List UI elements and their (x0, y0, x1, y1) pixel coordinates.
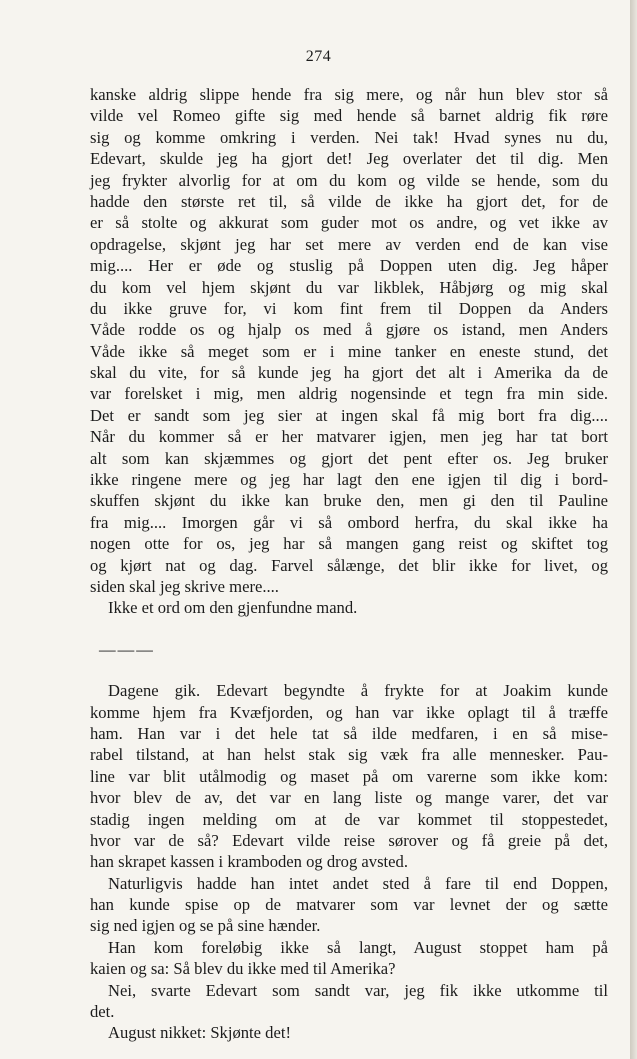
text-line: Våde rodde os og hjalp os med å gjøre os istand, men Anders (90, 320, 608, 340)
text-line: du kom vel hjem skjønt du var likblek, Håbjørg og mig skal (90, 277, 608, 297)
text-line: August nikket: Skjønte det! (108, 1023, 291, 1043)
paragraph-reply (90, 980, 608, 1023)
text-line: hvor var de så? Edevart vilde reise sørover og få greie på det, (90, 830, 608, 850)
text-line: siden skal jeg skrive mere.... (90, 576, 279, 596)
text-line: skal du vite, for så kunde jeg ha gjort det alt i Amerika da de (90, 363, 608, 383)
text-line: hadde den største ret til, så vilde de ikke ha gjort det, for de (90, 191, 608, 211)
spacer (90, 660, 608, 680)
text-line: kanske aldrig slippe hende fra sig mere, og når hun blev stor så (90, 85, 608, 104)
text-line: du ikke gruve for, vi kom fint frem til Doppen da Anders (90, 298, 608, 318)
paragraph-comment (90, 597, 608, 618)
text-line: det. (90, 1002, 115, 1022)
text-line: Nei, svarte Edevart som sandt var, jeg fik ikke utkomme til (108, 980, 608, 1000)
text-line: sig og komme omkring i verden. Nei tak! Hvad synes nu du, (90, 127, 608, 147)
text-line: Når du kommer så er her matvarer igjen, men jeg har tat bort (90, 427, 608, 447)
text-line: han kunde spise op de matvarer som var levnet der og sætte (90, 895, 608, 915)
text-line: Det er sandt som jeg sier at ingen skal få mig bort fra dig.... (90, 405, 608, 425)
section-separator: ——— (99, 639, 155, 659)
paragraph-letter (90, 84, 608, 597)
page-edge (630, 0, 637, 1059)
text-line: sig ned igjen og se på sine hænder. (90, 916, 321, 936)
paragraph-august (90, 937, 608, 980)
text-line: han skrapet kassen i kramboden og drog avsted. (90, 852, 408, 872)
text-line: vilde vel Romeo gifte sig med hende så barnet aldrig fik røre (90, 106, 608, 126)
text-line: nogen otte for os, jeg har så mangen gang reist og skiftet tog (90, 534, 608, 554)
text-line: stadig ingen melding om at de var kommet til stoppestedet, (90, 809, 608, 829)
text-line: ham. Han var i det hele tat så ilde medfaren, i en så mise- (90, 723, 608, 743)
text-line: skuffen skjønt du ikke kan bruke den, men gi den til Pauline (90, 491, 608, 511)
text-line: mig.... Her er øde og stuslig på Doppen uten dig. Jeg håper (90, 256, 608, 276)
body-text (90, 84, 608, 1044)
text-line: komme hjem fra Kvæfjorden, og han var ikke oplagt til å træffe (90, 702, 608, 722)
text-line: Edevart, skulde jeg ha gjort det! Jeg overlater det til dig. Men (90, 149, 608, 169)
text-line: opdragelse, skjønt jeg har set mere av verden end de kan vise (90, 234, 608, 254)
text-line: Naturligvis hadde han intet andet sted å fare til end Doppen, (108, 873, 608, 893)
text-line: Han kom foreløbig ikke så langt, August stoppet ham på (108, 937, 608, 957)
text-line: kaien og sa: Så blev du ikke med til Amerika? (90, 959, 396, 979)
text-line: fra mig.... Imorgen går vi så ombord herfra, du skal ikke ha (90, 512, 608, 532)
paragraph-days (90, 680, 608, 873)
paragraph-nod (90, 1022, 608, 1043)
text-line: var forelsket i mig, men aldrig nogensinde et tegn fra min side. (90, 384, 608, 404)
text-line: Ikke et ord om den gjenfundne mand. (108, 598, 358, 618)
text-line: Våde ikke så meget som er i mine tanker en eneste stund, det (90, 341, 608, 361)
text-line: ikke ringene mere og jeg har lagt den ene igjen til dig i bord- (90, 470, 608, 490)
text-line: line var blit utålmodig og maset på om varerne som ikke kom: (90, 766, 608, 786)
text-line: Dagene gik. Edevart begyndte å frykte for at Joakim kunde (108, 681, 608, 701)
text-line: er så stolte og akkurat som guder mot os andre, og vet ikke av (90, 213, 608, 233)
paragraph-doppen (90, 873, 608, 937)
spacer (90, 619, 608, 639)
text-line: rabel tilstand, at han helst stak sig væk fra alle mennesker. Pau- (90, 745, 608, 765)
text-line: og kjørt nat og dag. Farvel sålænge, det blir ikke for livet, og (90, 555, 608, 575)
text-line: jeg frykter alvorlig for at om du kom og vilde se hende, som du (90, 170, 608, 190)
text-line: hvor blev de av, det var en lang liste og mange varer, det var (90, 788, 608, 808)
text-line: alt som kan skjæmmes og gjort det pent efter os. Jeg bruker (90, 448, 608, 468)
page-number: 274 (305, 48, 332, 65)
